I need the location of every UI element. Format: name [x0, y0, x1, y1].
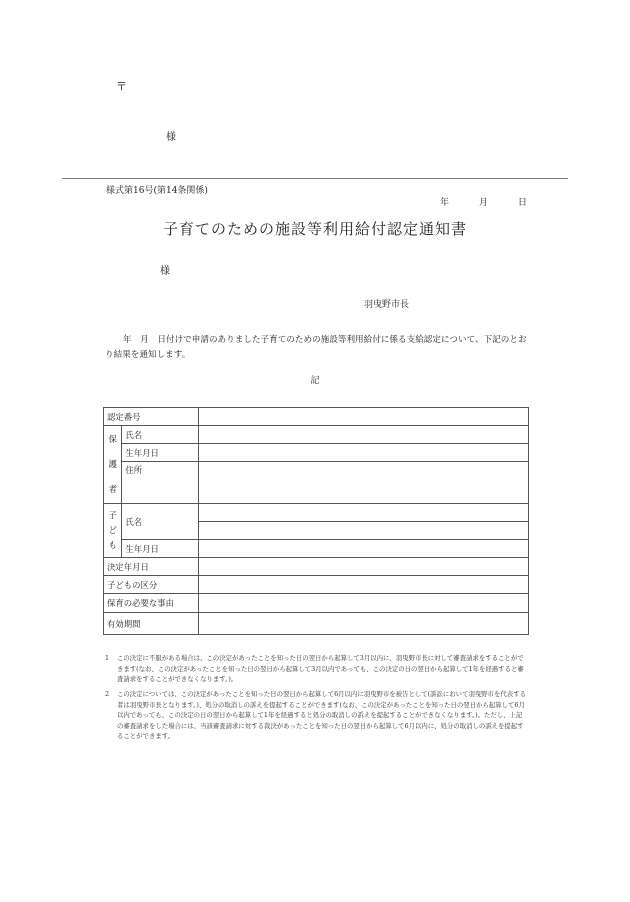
guardian-address-value	[199, 462, 529, 504]
issue-date	[440, 195, 527, 208]
issuer-name: 羽曳野市長	[364, 300, 410, 310]
note-2	[105, 689, 528, 742]
table-row	[104, 444, 529, 462]
child-name-value-2	[199, 522, 529, 540]
child-name-label: 氏名	[122, 504, 199, 540]
table-row	[104, 613, 529, 635]
table-row	[104, 462, 529, 504]
care-reason-label: 保育の必要な事由	[104, 594, 199, 613]
guardian-char-3: 者	[108, 484, 117, 494]
guardian-address-label: 住所	[122, 462, 199, 504]
recipient-honorific: 様	[160, 266, 170, 277]
child-char-3: も	[108, 540, 117, 550]
decision-date-value	[199, 558, 529, 576]
guardian-birth-value	[199, 444, 529, 462]
note-number: 2	[105, 690, 110, 698]
decision-date-label: 決定年月日	[104, 558, 199, 576]
document-title: 子育てのための施設等利用給付認定通知書	[162, 220, 467, 238]
certification-table	[103, 407, 529, 635]
address-honorific: 様	[166, 132, 176, 143]
note-text: この決定については、この決定があったことを知った日の翌日から起算して6月以内に羽曳野市を被告として(訴訟において羽曳野市を代表する者は羽曳野市長となります。)、処分の取消しの訴えを提起することができます(なお、この決定があったことを知った日の翌日から起算して6月以内であっても、この決定の日の翌日から起算して1年を経過すると処分の取消しの訴えを提起することができなくなります。)。ただし、上記の審査請求をした場合には、当該審査請求に対する裁決があったことを知った日の翌日から起算して6月以内に、処分の取消しの訴えを提起することができます。	[117, 690, 526, 741]
table-row	[104, 558, 529, 576]
child-birth-label: 生年月日	[122, 540, 199, 558]
table-row	[104, 504, 529, 522]
guardian-birth-label: 生年月日	[122, 444, 199, 462]
note-number: 1	[105, 654, 110, 662]
child-name-value-1	[199, 504, 529, 522]
guardian-section-label	[104, 426, 122, 504]
child-category-value	[199, 576, 529, 594]
table-row	[104, 540, 529, 558]
child-char-2: ど	[108, 525, 117, 535]
child-category-label: 子どもの区分	[104, 576, 199, 594]
guardian-name-value	[199, 426, 529, 444]
guardian-char-1: 保	[108, 434, 117, 444]
note-1	[105, 653, 528, 685]
cut-line	[62, 178, 568, 179]
date-month: 月	[479, 198, 489, 208]
date-day: 日	[518, 198, 528, 208]
guardian-char-2: 護	[108, 459, 117, 469]
care-reason-value	[199, 594, 529, 613]
cert-number-label: 認定番号	[104, 408, 199, 426]
table-row	[104, 594, 529, 613]
table-row	[104, 576, 529, 594]
table-row	[104, 408, 529, 426]
cert-number-value	[199, 408, 529, 426]
child-birth-value	[199, 540, 529, 558]
child-section-label	[104, 504, 122, 558]
form-number: 様式第16号(第14条関係)	[106, 186, 208, 196]
body-text: 年 月 日付けで申請のありました子育てのための施設等利用給付に係る支給認定について、下記のとおり結果を通知します。	[105, 335, 527, 360]
ki-heading: 記	[310, 376, 320, 386]
note-text: この決定に不服がある場合は、この決定があったことを知った日の翌日から起算して3月以内に、羽曳野市長に対して審査請求をすることができます(なお、この決定があったことを知った日の翌日から起算して3月以内であっても、この決定の日の翌日から起算して1年を経過すると審査請求をすることができなくなります。)。	[117, 654, 524, 684]
postal-mark: 〒	[116, 80, 127, 93]
valid-period-value	[199, 613, 529, 635]
guardian-name-label: 氏名	[122, 426, 199, 444]
valid-period-label: 有効期間	[104, 613, 199, 635]
date-year: 年	[440, 198, 450, 208]
table-row	[104, 426, 529, 444]
child-char-1: 子	[108, 510, 117, 520]
